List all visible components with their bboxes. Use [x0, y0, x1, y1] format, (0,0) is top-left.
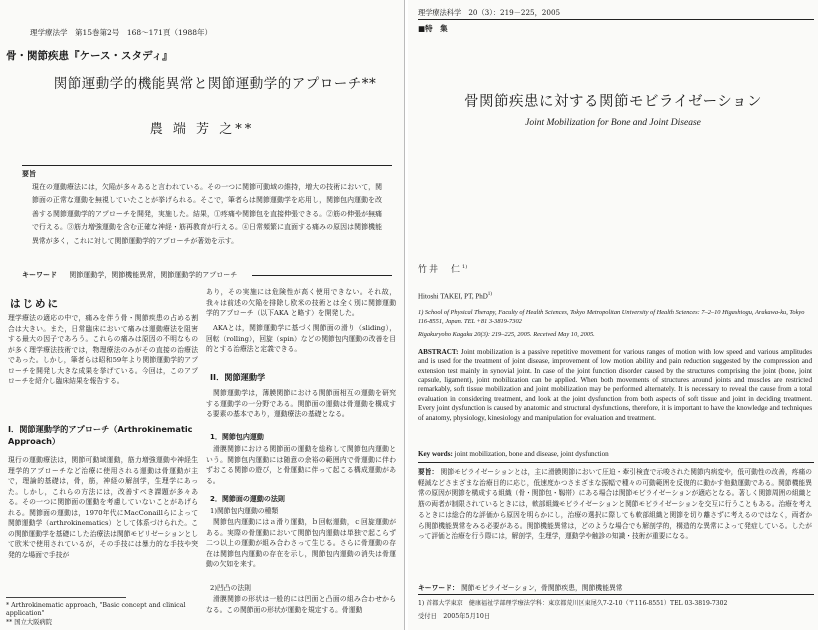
right-abstract: [418, 348, 812, 423]
footnote-2: ** 国立大阪病院: [6, 619, 53, 626]
right-citation: Rigakuryoho Kagaku 20(3): 219–225, 2005. Received May 10, 2005.: [418, 331, 595, 338]
right-author-en: [418, 292, 492, 300]
left-series-label: 骨・関節疾患『ケース・スタディ』: [6, 50, 173, 62]
right-author-jp-name: 竹井 仁: [418, 265, 463, 275]
right-article-page: [408, 0, 818, 630]
intro-heading: はじめに: [10, 298, 60, 310]
keywords-rule: [252, 275, 392, 276]
left-keywords: 関節運動学，関節機能異常，関節運動学的アプローチ: [69, 271, 238, 279]
right-journal-header: 理学療法科学 20（3）：219－225，2005: [418, 8, 561, 17]
right-author-en-name: Hitoshi TAKEI, PT, PhD: [418, 292, 488, 301]
section2-text: 関節運動学は，薄膜関節における関節面相互の運動を研究する運動学の一分野である。関節面の運動は骨運動を構成する要素の基本であり，運動療法の基礎となる。: [206, 389, 396, 419]
left-article-page: [0, 0, 405, 630]
intro-text: 理学療法の適応の中で，痛みを伴う骨・関節疾患の占める割合は大きい。また，日常臨床において痛みは運動療法を阻害する最大の因子であろう。これらの痛みは原因の不明なものが多く理学療法技術では，物理療法のみがその直接の治療法であった。しかし，筆者らは昭和59年より関節運動学的アプローチを開発し大きな成果を挙げている。今回は，このアプローチを紹介し臨床結果を報告する。: [8, 314, 198, 386]
left-author: 農 端 芳 之**: [149, 122, 255, 137]
section2-heading: II．関節運動学: [210, 372, 266, 382]
right-received-date: 受付日 2005年5月10日: [418, 613, 491, 620]
left-article-title: 関節運動学的機能異常と関節運動学的アプローチ**: [53, 76, 377, 92]
feature-tag: ■特 集: [418, 24, 448, 33]
subsection2b-text: 滑膜関節の形状は一般的には凹面と凸面の組み合わせからなる。この関節面の形状が運動を規定する。骨運動: [206, 595, 396, 614]
right-article-title: 骨関節疾患に対する関節モビライゼーション: [464, 94, 762, 110]
right-jp-abstract-label: 要旨：: [418, 468, 439, 476]
subsection2-heading: 2．関節面の運動の法則: [210, 495, 285, 503]
right-abstract-rule: [418, 462, 814, 463]
left-journal-header: 理学療法学 第15巻第2号 168～171頁（1988年）: [30, 28, 213, 37]
left-keywords-label: キーワード: [22, 271, 57, 279]
footnote-1: * Arthrokinematic approach, "Basic concept and clinical application": [6, 602, 186, 618]
right-jp-abstract-text: 関節モビライゼーションとは，主に滑膜関節において圧迫・牽引検査で示唆された関節内病変や，低可動性の改善，疼痛の軽減などさまざまな治療目的に応じ，低速度かつさまざまな振幅で種々の可動範囲を反復的に動かす他動運動である。関節機能異常の原因が関節を構成する組織（骨・関節包・靱帯）にある場合は関節モビライゼーションが適応となる。著しく関節周囲の組織と筋の両者が制限されているときには，軟部組織モビライゼーションと関節モビライゼーションを交互に行うこともある。治療を考えるときには総合的な評価から原因を明らかにし，治療の選択に際しても軟部組織と関節を切り離さずに考えるのではなく，両者から関節機能異常をみる必要がある。関節機能異常は，どのような場合でも解剖学的，構造的な異常によって発症している。したがって評価と治療を行う際には，解剖学，生理学，運動学や触診の知識・技術が重要になる。: [418, 468, 812, 541]
right-english-subtitle: Joint Mobilization for Bone and Joint Disease: [525, 118, 701, 128]
subsection2b-heading: 2)凹凸の法則: [210, 584, 251, 592]
right-footer-rule: [418, 594, 814, 595]
right-author-jp-sup: 1): [462, 264, 468, 270]
subsection1-heading: 1．関節包内運動: [210, 433, 264, 441]
right-jp-abstract: [418, 467, 812, 542]
subsection1-text: 滑膜関節における関節面の運動を総称して関節包内運動という。関節包内運動には随意の余裕の範囲内で骨運動に伴わずおこる関節の遊び，と骨運動に伴って起こる構成運動がある。: [206, 445, 396, 485]
left-abstract-heading: 要旨: [22, 170, 36, 178]
right-abstract-text: Joint mobilization is a passive repetitive movement for various ranges of motion with low speed and various amplitudes and is used for the treatment of joint disease, improvement of low motion ability and pain reduction suggested by the compression and extension test mainly in synovial joint. In case of the joint function disorder caused by the structures comprising the joint (bone, joint capsule, ligament), joint mobilization can be applied. When both movements of structures around joints and muscles are restricted remarkably, soft tissue mobilization and joint mobilization may be performed alternately. It is necessary to reveal the cause from a total evaluation in considering treatment, and look at the joint dysfunction from both aspects of soft tissue and joint in deciding treatment. Every joint dysfunction is caused by anatomic and structural dysfunctions, therefore, it is important to have the knowledge and techniques of anatomy, physiology, kinesiology and manipulation for evaluation and treatment.: [418, 348, 812, 422]
right-jp-keywords-label: キーワード：: [418, 584, 459, 592]
section1-heading: I．関節運動学的アプローチ（Arthrokinematic Approach）: [8, 424, 193, 446]
subsection2a-text: 関節包内運動にはａ滑り運動，ｂ回転運動，ｃ回旋運動がある。実際の骨運動において関節包内運動は単独で起こらず二つ以上の運動が組み合わさって生じる。さらに骨運動の存在は関節包内運動の存在を示し，関節包内運動の消失は骨運動の欠如を来す。: [206, 518, 396, 569]
right-jp-keywords: 関節モビライゼーション，骨関節疾患，関節機能異常: [460, 584, 623, 592]
abstract-top-rule: [22, 165, 392, 166]
col2-continued-text: あり，その実施には危険性が高く使用できない。それ故，我々は前述の欠陥を排除し欧米の技術とは全く別に関節運動学的アプローチ（以下AKA と略す）を開発した。: [206, 288, 396, 318]
right-header-rule: [418, 19, 814, 20]
right-affiliation-en: 1) School of Physical Therapy, Faculty of Health Sciences, Tokyo Metropolitan University of Health Sciences: 7–2–10 Higashiogu, Arakawa-ku, Tokyo 116-8551, Japan. TEL +81 3-3819-7302: [418, 309, 805, 325]
left-keywords-line: [22, 270, 237, 280]
right-author-jp: [418, 262, 467, 275]
subsection2a-heading: 1)関節包内運動の種類: [210, 507, 279, 515]
right-keywords: joint mobilization, bone and disease, joint dysfunction: [454, 450, 609, 458]
col2-aka-definition: AKAとは，関節運動学に基づく関節面の滑り（sliding），回転（rolling），回旋（spin）などの関節包内運動の改善を目的とする治療法と定義できる。: [206, 324, 396, 354]
left-abstract-text: 現在の運動療法には，欠陥が多々あると言われている。その一つに関節可動域の維持，増大の技術において，関節面の正常な運動を無視していたことが挙げられる。そこで，筆者らは関節運動学を応用し，関節包内運動を改善する関節運動学的アプローチを開発，実施した。結果，①疼痛や関節包を直接伸張できる。②筋の伸張が無痛で行える。③筋力増強運動を含む正確な神経・筋再教育が行える。④日常頻繁に直面する痛みの原因は関節機能異常が多く，これに対して関節運動学的アプローチが著効を示す。: [32, 183, 382, 245]
right-jp-keywords-line: [418, 582, 623, 592]
right-jp-affiliation: 1) 首都大学東京 健康福祉学部理学療法学科：東京都荒川区東尾久7-2-10（〒116-8551）TEL 03-3819-7302: [418, 600, 728, 607]
footnote-rule: [6, 597, 126, 598]
right-author-en-sup: 1): [487, 292, 492, 297]
section1-text: 現行の運動療法は，関節可動域運動，筋力増強運動や神経生理学的アプローチなど治療に使用される運動は骨運動が主で，理論的基礎は，骨，筋，神経の解剖学，生理学にあった。しかし，これらの方法には，改善すべき課題が多々ある。その一つに関節面の運動を考慮していないことがあげられる。関節面の運動は，1970年代にMacConaillらによって関節運動学（arthrokinematics）として体系づけられた。この関節運動学を基礎にした治療法は関節モビリゼーションとして欧米で使用されているが，その手技には暴力的な手技や突発的な場面で手技が: [8, 456, 198, 559]
right-keywords-label: Key words:: [418, 450, 453, 458]
right-abstract-label: ABSTRACT:: [418, 348, 459, 356]
right-keywords-line: [418, 450, 609, 458]
